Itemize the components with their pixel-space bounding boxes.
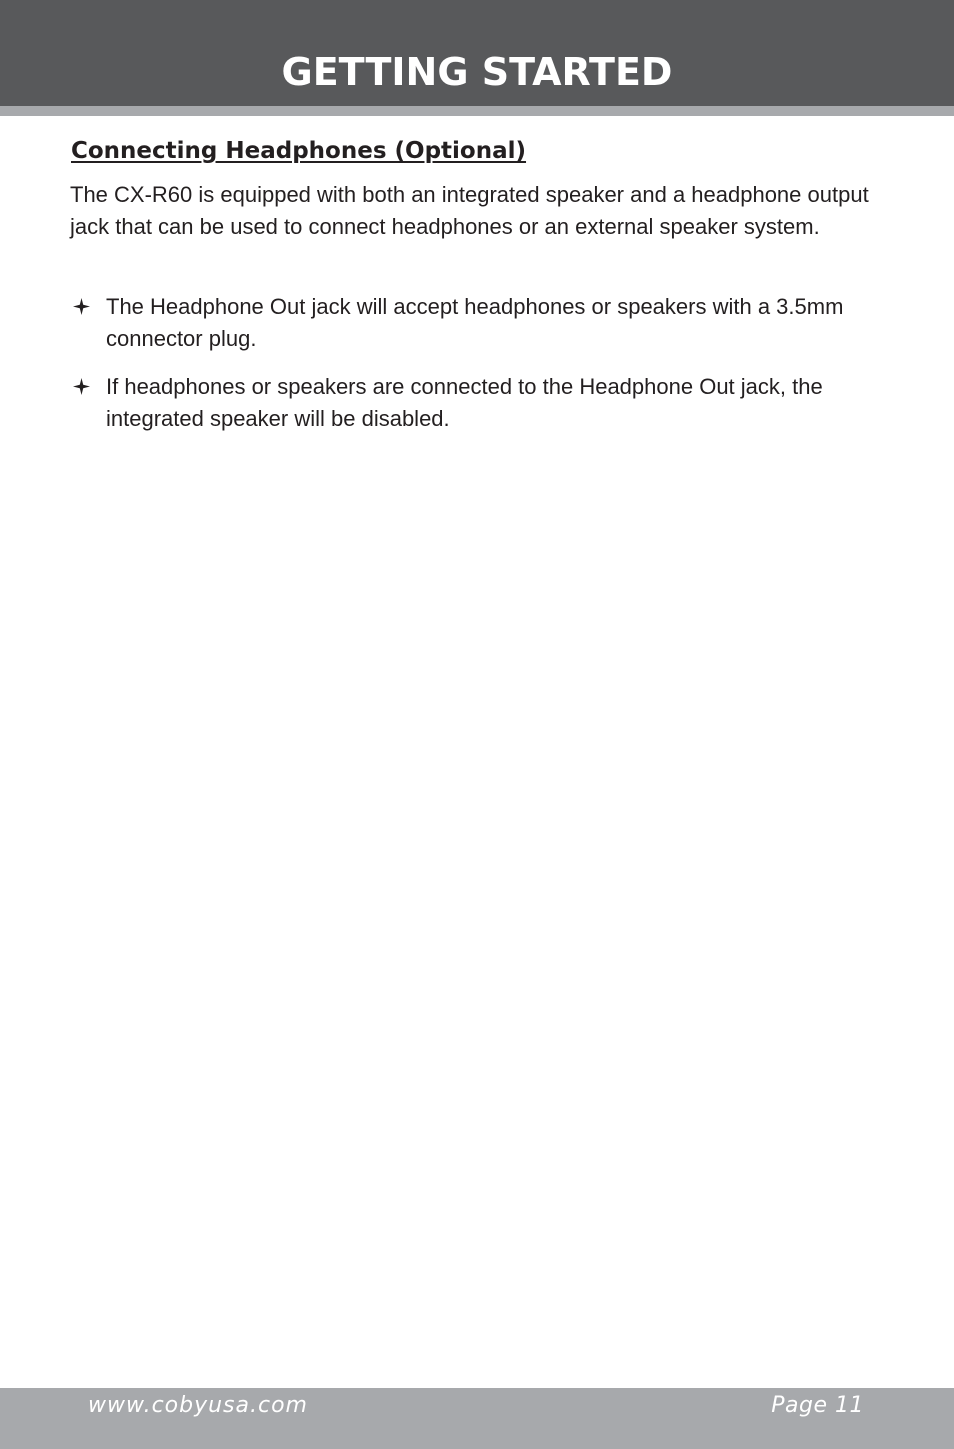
bullet-text: If headphones or speakers are connected to the Headphone Out jack, the integrated speaker will be disabled. bbox=[106, 374, 823, 431]
page-title: GETTING STARTED bbox=[281, 50, 673, 94]
page-number: Page 11 bbox=[771, 1393, 864, 1418]
intro-paragraph: The CX-R60 is equipped with both an integrated speaker and a headphone output jack that can be used to connect headphones or an external speaker system. bbox=[70, 182, 869, 239]
list-item bbox=[70, 291, 890, 354]
section-heading: Connecting Headphones (Optional) bbox=[71, 138, 527, 164]
footer-website-url: www.cobyusa.com bbox=[88, 1393, 308, 1418]
bullet-text: The Headphone Out jack will accept headphones or speakers with a 3.5mm connector plug. bbox=[106, 294, 844, 351]
header-stripe bbox=[0, 106, 954, 116]
list-item bbox=[70, 371, 890, 434]
bullet-list bbox=[70, 291, 890, 451]
four-point-star-icon bbox=[70, 291, 92, 322]
four-point-star-icon bbox=[70, 371, 92, 402]
